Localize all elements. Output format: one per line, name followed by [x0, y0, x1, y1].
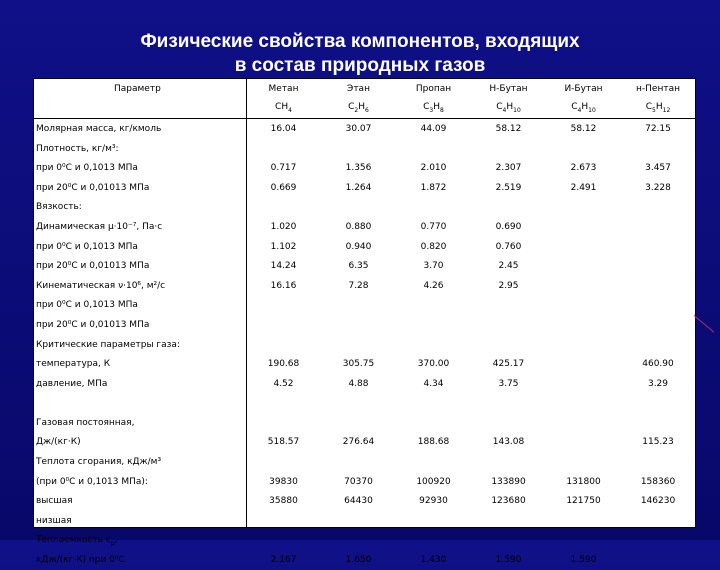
cell-value [246, 315, 321, 335]
cell-value: 4.34 [423, 378, 444, 389]
header-col: Н-Бутан [489, 83, 528, 94]
cell-value: 0.880 [345, 221, 372, 232]
cell-value [546, 531, 621, 551]
row-label: Вязкость: [36, 202, 82, 213]
cell-value [396, 394, 471, 414]
table-row [34, 452, 695, 472]
cell-value [621, 511, 695, 531]
header-col: И-Бутан [564, 83, 603, 94]
cell-value: 4.26 [423, 280, 444, 291]
title-line-1: Физические свойства компонентов, входящих [140, 31, 580, 52]
cell-value [246, 335, 321, 355]
column-divider [246, 79, 247, 527]
cell-value [546, 452, 621, 472]
cell-value: 2.673 [570, 163, 597, 174]
cell-value [621, 296, 695, 316]
cell-value [471, 394, 546, 414]
cell-value: 3.29 [647, 378, 669, 389]
table-row [34, 119, 695, 139]
cell-value [471, 139, 546, 159]
cell-value: 3.75 [498, 378, 519, 389]
cell-value: 0.770 [420, 221, 447, 232]
table-row [34, 374, 695, 394]
row-label: Теплота сгорания, кДж/м³ [36, 457, 162, 468]
cell-value: 3.70 [423, 261, 444, 272]
cell-value [471, 511, 546, 531]
cell-value [321, 394, 396, 414]
formula-cell: $C_2H_6$ [321, 99, 396, 119]
cell-value: 14.24 [270, 261, 297, 272]
cell-value: 70370 [344, 476, 373, 487]
header-col: н-Пентан [636, 83, 680, 94]
cell-value [471, 335, 546, 355]
cell-value [621, 198, 695, 218]
cell-value: 0.820 [420, 241, 447, 252]
cell-value: 0.690 [495, 221, 522, 232]
row-label [34, 394, 246, 414]
cell-value [546, 315, 621, 335]
cell-value: 131800 [566, 476, 601, 487]
cell-value [246, 296, 321, 316]
cell-value: 2.519 [495, 182, 522, 193]
cell-value [396, 335, 471, 355]
cell-value [471, 413, 546, 433]
cell-value [546, 335, 621, 355]
table-row [34, 158, 695, 178]
cell-value: 1.102 [270, 241, 297, 252]
cell-value: 2.45 [498, 261, 519, 272]
formula-row [34, 99, 695, 119]
header-row [34, 79, 695, 99]
cell-value: 72.15 [645, 123, 671, 134]
cell-value [471, 296, 546, 316]
cell-value: 2.491 [570, 182, 597, 193]
formula-cell: $C_4H_{10}$ [546, 99, 621, 119]
row-label: при 0⁰С и 0,1013 МПа [36, 241, 138, 252]
cell-value [621, 531, 695, 551]
cell-value: 4.88 [348, 378, 369, 389]
cell-value: 1.650 [345, 555, 372, 566]
formula-empty [34, 99, 246, 119]
table-row [34, 256, 695, 276]
row-label: (при 0⁰С и 0,1013 МПа): [36, 476, 148, 487]
cell-value: 190.68 [267, 359, 300, 370]
formula-cell: $C_3H_8$ [396, 99, 471, 119]
row-label: низшая [36, 515, 72, 526]
table-body [34, 79, 695, 570]
cell-value: 276.64 [342, 437, 375, 448]
table-row [34, 394, 695, 414]
cell-value [396, 296, 471, 316]
row-label: Дж/(кг·К) [36, 437, 81, 448]
cell-value [621, 139, 695, 159]
table-row [34, 531, 695, 551]
row-label: Динамическая μ·10⁻⁷, Па·с [36, 221, 163, 232]
cell-value: 115.23 [642, 437, 674, 448]
table-row [34, 413, 695, 433]
cell-value [546, 237, 621, 257]
cell-value: 143.08 [492, 437, 525, 448]
cell-value [246, 413, 321, 433]
cell-value [471, 198, 546, 218]
cell-value: 305.75 [342, 359, 375, 370]
table-row [34, 491, 695, 511]
cell-value [471, 531, 546, 551]
cell-value: 39830 [269, 476, 298, 487]
cell-value [321, 296, 396, 316]
cell-value: 518.57 [267, 437, 300, 448]
cell-value: 1.590 [495, 555, 522, 566]
row-label: Молярная масса, кг/кмоль [36, 123, 162, 134]
table-row [34, 550, 695, 570]
table-row [34, 217, 695, 237]
row-label: кДж/(кг·К) при 0⁰С [36, 555, 125, 566]
cell-value [621, 315, 695, 335]
cell-value [396, 511, 471, 531]
row-label: Критические параметры газа: [36, 339, 180, 350]
row-label: Газовая постоянная, [36, 417, 135, 428]
cell-value [621, 413, 695, 433]
cell-value: 3.228 [645, 182, 671, 193]
cell-value [546, 394, 621, 414]
row-label: при 0⁰С и 0,1013 МПа [36, 300, 138, 311]
cell-value: 188.68 [417, 437, 450, 448]
cell-value: 370.00 [417, 359, 450, 370]
table-row [34, 296, 695, 316]
cell-value [321, 315, 396, 335]
cell-value [396, 413, 471, 433]
cell-value: 0.760 [495, 241, 522, 252]
cell-value [396, 452, 471, 472]
cell-value: 35880 [269, 496, 298, 507]
table-row [34, 354, 695, 374]
header-col: Этан [347, 83, 370, 94]
slide-title [0, 30, 720, 78]
header-param: Параметр [114, 83, 161, 94]
cell-value [621, 217, 695, 237]
cell-value [621, 550, 695, 570]
cell-value [246, 139, 321, 159]
cell-value: 1.590 [570, 555, 597, 566]
cell-value [621, 256, 695, 276]
cell-value: 92930 [419, 496, 448, 507]
row-label: при 20⁰С и 0,01013 МПа [36, 261, 150, 272]
cell-value [621, 237, 695, 257]
formula-cell: $C_4H_{10}$ [471, 99, 546, 119]
cell-value [321, 335, 396, 355]
header-col: Метан [268, 83, 299, 94]
table-row [34, 237, 695, 257]
cell-value: 100920 [416, 476, 451, 487]
cell-value [621, 452, 695, 472]
cell-value [396, 315, 471, 335]
cell-value [246, 198, 321, 218]
title-line-2: в состав природных газов [234, 55, 486, 76]
table-row [34, 178, 695, 198]
cell-value: 64430 [344, 496, 373, 507]
cell-value [546, 296, 621, 316]
cell-value [546, 276, 621, 296]
cell-value: 425.17 [492, 359, 525, 370]
cell-value: 133890 [491, 476, 526, 487]
cell-value: 2.95 [498, 280, 519, 291]
row-label: высшая [36, 496, 73, 507]
cell-value [546, 198, 621, 218]
cell-value: 0.940 [345, 241, 372, 252]
cell-value: 121750 [566, 496, 601, 507]
cell-value: 0.669 [270, 182, 297, 193]
cell-value: 1.430 [420, 555, 447, 566]
table-row [34, 139, 695, 159]
cell-value [546, 374, 621, 394]
cell-value [546, 413, 621, 433]
cell-value: 6.35 [348, 261, 369, 272]
cell-value: 146230 [640, 496, 676, 507]
row-label: при 0⁰С и 0,1013 МПа [36, 163, 138, 174]
row-label: Плотность, кг/м³: [36, 143, 119, 154]
cell-value [246, 511, 321, 531]
properties-table [33, 78, 696, 566]
cell-value [321, 198, 396, 218]
row-label: при 20⁰С и 0,01013 МПа [36, 319, 150, 330]
cell-value [396, 139, 471, 159]
cell-value: 1.264 [345, 182, 372, 193]
cell-value: 3.457 [645, 163, 671, 174]
table-row [34, 198, 695, 218]
row-label: Теплоемкость $c_p$, [36, 534, 118, 547]
decorative-line [694, 315, 715, 332]
cell-value: 1.020 [270, 221, 297, 232]
table-row [34, 511, 695, 531]
cell-value [546, 256, 621, 276]
cell-value [546, 433, 621, 453]
cell-value [321, 139, 396, 159]
table-row [34, 472, 695, 492]
cell-value: 58.12 [495, 123, 522, 134]
cell-value [621, 394, 695, 414]
cell-value [396, 531, 471, 551]
cell-value [621, 335, 695, 355]
cell-value: 4.52 [273, 378, 294, 389]
cell-value [546, 139, 621, 159]
cell-value: 44.09 [420, 123, 447, 134]
cell-value [321, 511, 396, 531]
cell-value: 1.872 [420, 182, 447, 193]
cell-value [471, 315, 546, 335]
table-row [34, 433, 695, 453]
cell-value [546, 354, 621, 374]
row-label: при 20⁰С и 0,01013 МПа [36, 182, 150, 193]
cell-value: 16.04 [270, 123, 297, 134]
cell-value [471, 452, 546, 472]
cell-value: 2.307 [495, 163, 522, 174]
row-label: температура, К [36, 359, 111, 370]
cell-value: 7.28 [348, 280, 369, 291]
table-row [34, 335, 695, 355]
cell-value: 158360 [640, 476, 676, 487]
cell-value [546, 217, 621, 237]
cell-value: 1.356 [345, 163, 372, 174]
cell-value: 0.717 [270, 163, 297, 174]
cell-value: 58.12 [570, 123, 597, 134]
formula-cell: $CH_4$ [246, 99, 321, 119]
cell-value: 123680 [491, 496, 526, 507]
row-label: давление, МПа [36, 378, 108, 389]
cell-value: 2.010 [420, 163, 447, 174]
formula-cell: $C_5H_{12}$ [621, 99, 695, 119]
cell-value: 2.167 [270, 555, 297, 566]
table-row [34, 315, 695, 335]
cell-value [321, 452, 396, 472]
cell-value [321, 531, 396, 551]
cell-value [621, 276, 695, 296]
cell-value [246, 452, 321, 472]
cell-value [246, 394, 321, 414]
cell-value [246, 531, 321, 551]
cell-value: 16.16 [270, 280, 297, 291]
cell-value: 460.90 [642, 359, 674, 370]
row-label: Кинематическая ν·10⁶, м²/с [36, 280, 166, 291]
table-row [34, 276, 695, 296]
cell-value [321, 413, 396, 433]
cell-value [396, 198, 471, 218]
cell-value [546, 511, 621, 531]
cell-value: 30.07 [345, 123, 372, 134]
header-col: Пропан [415, 83, 452, 94]
